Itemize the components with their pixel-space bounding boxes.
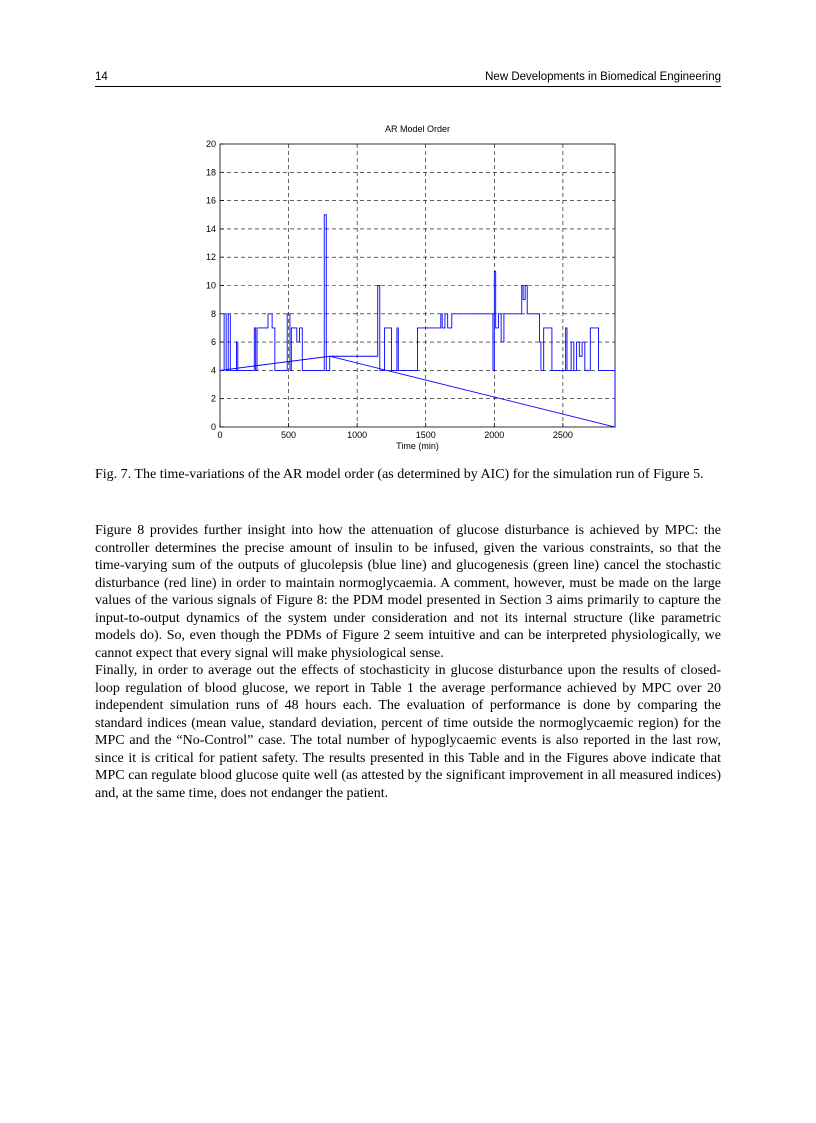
- y-tick-label: 12: [205, 252, 216, 263]
- chart-title: AR Model Order: [384, 124, 451, 134]
- y-tick-label: 2: [210, 393, 216, 404]
- y-tick-label: 10: [205, 280, 216, 291]
- y-tick-label: 8: [210, 308, 216, 319]
- x-tick-label: 1500: [415, 430, 436, 440]
- y-tick-label: 4: [210, 365, 216, 376]
- paragraph-figure-8: Figure 8 provides further insight into how the attenuation of glucose disturbance is achieved by MPC: the controller determines the precise amount of insulin to be infused, given the various constraints, so that the time-varying sum of the outputs of glucolepsis (blue line) and glucogenesis (green line) cancel the stochastic disturbance (red line) in order to maintain normoglycaemia. A comment, however, must be made on the large values of the various signals of Figure 8: the PDM model presented in Section 3 aims primarily to capture the input-to-output dynamics of the system under consideration and not its internal structure (like parametric models do). So, even though the PDMs of Figure 2 seem intuitive and can be interpreted physiologically, we cannot expect that every signal will make physiological sense.: [95, 523, 721, 661]
- y-tick-label: 6: [210, 337, 216, 348]
- x-tick-label: 1000: [347, 430, 368, 440]
- page-number: 14: [95, 71, 108, 83]
- book-title: New Developments in Biomedical Engineering: [485, 71, 721, 83]
- y-tick-label: 18: [205, 167, 216, 178]
- y-tick-label: 14: [205, 223, 216, 234]
- figure-ar-model-order: [190, 120, 630, 460]
- ar-model-order-chart: [190, 120, 630, 460]
- x-tick-label: 2500: [552, 430, 573, 440]
- y-tick-label: 16: [205, 195, 216, 206]
- y-tick-label: 20: [205, 139, 216, 149]
- running-header: [95, 68, 721, 87]
- x-tick-label: 0: [217, 430, 223, 440]
- series-line: [220, 215, 615, 427]
- x-tick-label: 500: [281, 430, 297, 440]
- x-tick-label: 2000: [484, 430, 505, 440]
- y-tick-label: 0: [210, 422, 216, 432]
- x-axis-label: Time (min): [396, 441, 439, 451]
- figure-caption: Fig. 7. The time-variations of the AR model order (as determined by AIC) for the simulation run of Figure 5.: [95, 467, 704, 482]
- paragraph-finally: Finally, in order to average out the effects of stochasticity in glucose disturbance upon the results of closed-loop regulation of blood glucose, we report in Table 1 the average performance achieved by MPC over 20 independent simulation runs of 48 hours each. The evaluation of performance is done by comparing the standard indices (mean value, standard deviation, percent of time outside the normoglycaemic region) for the MPC and the “No-Control” case. The total number of hypoglycaemic events is also reported in the last row, since it is critical for patient safety. The results presented in this Table and in the Figures above indicate that MPC can regulate blood glucose quite well (as attested by the significant improvement in all measured indices) and, at the same time, does not endanger the patient.: [95, 663, 721, 801]
- body-text: [95, 522, 721, 802]
